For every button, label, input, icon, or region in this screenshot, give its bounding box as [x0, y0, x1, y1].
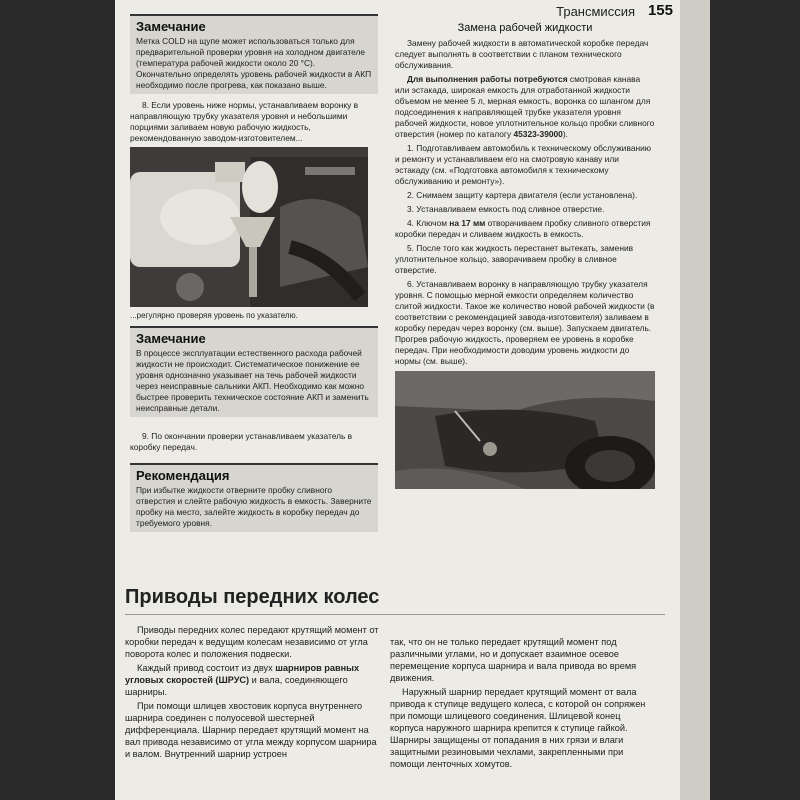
- drives-p2-start: Каждый привод состоит из двух: [137, 663, 276, 673]
- right-column: [395, 22, 655, 489]
- photo-funnel-filling: [130, 147, 368, 307]
- step-6: 6. Устанавливаем воронку в направляющую трубку указателя уровня. С помощью мерной емкости определяем количество слитой жидкости. Такое же количество новой рабочей жидкости (в соответствии с рекомендацией завода-изготовителя) заливаем в коробку передач через воронку (см. выше). Запускаем двигатель. Прогрев рабочую жидкость, проверяем ее уровень в коробке передач. При необходимости доводим уровень жидкости до нормы (см. выше).: [395, 279, 655, 366]
- recommendation-text: При избытке жидкости отверните пробку сливного отверстия и слейте рабочую жидкость в емкость. Заверните пробку на место, залейте жидкость в коробку передач до требуемого уровня.: [136, 485, 372, 528]
- drives-left-column: [125, 624, 380, 762]
- cv-joint-term: шарниров равных угловых скоростей (ШРУС): [125, 663, 360, 685]
- drives-paragraph-3: При помощи шлицев хвостовик корпуса внутреннего шарнира соединен с полуосевой шестерней дифференциала. Шарнир передает крутящий момент на вал привода независимо от угла между корпусом шарнира и валом. Внутренний шарнир устроен: [125, 701, 377, 759]
- step-4: [395, 218, 655, 240]
- drives-heading: Приводы передних колес: [125, 586, 380, 608]
- catalog-number: 45323-39000: [513, 129, 563, 139]
- recommendation-title: Рекомендация: [136, 468, 230, 483]
- drives-p2-end: и вала, соединяющего шарниры.: [125, 675, 348, 697]
- tools-list: смотровая канава или эстакада, широкая емкость для отработанной жидкости объемом не менее 5 л, мерная емкость, воронка со шлангом для подсоединения к направляющей трубке указателя уровня рабочей жидкости, новое уплотнительное кольцо пробки сливного отверстия (номер по каталогу: [395, 74, 655, 139]
- note-title: Замечание: [136, 331, 206, 346]
- note-text: В процессе эксплуатации естественного расхода рабочей жидкости не происходит. Систематическое понижение ее уровня однозначно указывает на течь рабочей жидкости через неисправные сальники АКП. Необходимо как можно быстрее проверить техническое состояние АКП и заменить неисправные детали.: [136, 348, 369, 413]
- photo-drain-plug: [395, 371, 655, 489]
- step-9: 9. По окончании проверки устанавливаем указатель в коробку передач.: [130, 431, 353, 452]
- photo-funnel-illustration: [130, 147, 368, 307]
- step-5: 5. После того как жидкость перестанет вытекать, заменив уплотнительное кольцо, заворачиваем пробку в сливное отверстие.: [395, 243, 634, 275]
- left-column: [130, 14, 378, 538]
- step-3: 3. Устанавливаем емкость под сливное отверстие.: [407, 204, 605, 214]
- tools-heading: Для выполнения работы потребуются: [407, 74, 568, 84]
- intro-paragraph: Замену рабочей жидкости в автоматической коробке передач следует выполнять в соответствии с планом технического обслуживания.: [395, 38, 649, 70]
- section-title: Замена рабочей жидкости: [457, 22, 593, 34]
- note-text: Метка COLD на щупе может использоваться только для предварительной проверки уровня на холодном двигателе (температура рабочей жидкости около 20 °С). Окончательно определять уровень рабочей жидкости в АКП необходимо после прогрева, как показано выше.: [136, 36, 372, 90]
- step-1: 1. Подготавливаем автомобиль к техническому обслуживанию и ремонту и устанавливаем его на смотровую канаву или эстакаду (см. «Подготовка автомобиля к техническому обслуживанию и ремонту»).: [395, 143, 652, 186]
- photo-drain-illustration: [395, 371, 655, 489]
- drives-paragraph-4: так, что он не только передает крутящий момент под различными углами, но и допускает взаимное осевое перемещение корпуса шарнира и вала привода во время движения.: [390, 637, 637, 683]
- recommendation-box: [130, 463, 378, 532]
- drives-paragraph-5: Наружный шарнир передает крутящий момент от вала привода к ступице ведущего колеса, с которой он сопряжен при помощи шлицевого соединения. Шлицевой конец корпуса наружного шарнира крепится к ступице гайкой. Шарниры защищены от попадания в них грязи и влаги защитными резиновыми чехлами, закрепленными при помощи ленточных хомутов.: [390, 687, 646, 769]
- note-box-leak: [130, 326, 378, 417]
- book-page: [115, 0, 685, 800]
- step-4-end: отворачиваем пробку сливного отверстия коробки передач и сливаем жидкость в емкость.: [395, 218, 651, 239]
- tools-end: ).: [562, 129, 568, 139]
- note-title: Замечание: [136, 19, 206, 34]
- photo-caption: ...регулярно проверяя уровень по указателю.: [130, 311, 298, 320]
- drives-paragraph-2: [125, 662, 380, 698]
- step-2: 2. Снимаем защиту картера двигателя (если установлена).: [407, 190, 638, 200]
- wrench-size: на 17 мм: [449, 218, 486, 228]
- drives-paragraph-1: Приводы передних колес передают крутящий момент от коробки передач к ведущим колесам независимо от угла поворота колес и положения подвески.: [125, 625, 379, 659]
- page-number: 155: [647, 2, 673, 19]
- note-box-cold: [130, 14, 378, 94]
- step-4-start: 4. Ключом: [407, 218, 450, 228]
- page-edge: [680, 0, 710, 800]
- drives-right-column: [390, 636, 655, 772]
- tools-paragraph: [395, 74, 655, 140]
- heading-divider: [125, 614, 665, 615]
- step-8: 8. Если уровень ниже нормы, устанавливаем воронку в направляющую трубку указателя уровня и небольшими порциями заливаем новую рабочую жидкость, рекомендованную заводом-изготовителем...: [130, 100, 359, 143]
- section-name: Трансмиссия: [556, 4, 635, 19]
